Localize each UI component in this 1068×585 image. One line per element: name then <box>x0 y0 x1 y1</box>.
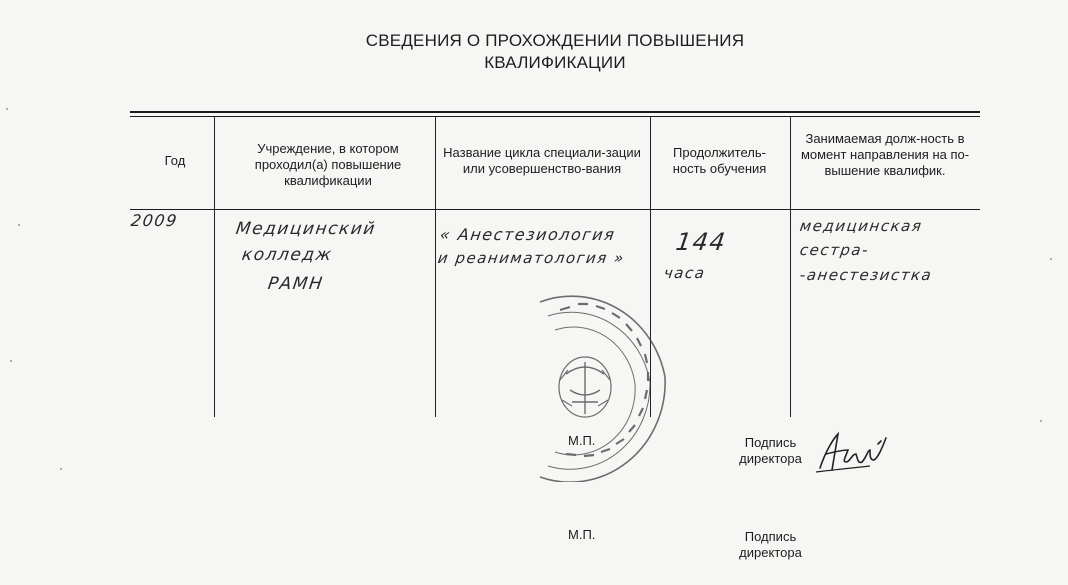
header-institution: Учреждение, в котором проходил(а) повышение квалификации <box>254 141 402 188</box>
header-duration: Продолжитель-ность обучения <box>672 145 767 176</box>
document-title <box>300 30 810 74</box>
header-bottom-rule <box>130 209 980 210</box>
entry-year: 2009 <box>129 211 180 230</box>
entry-position-line-1: медицинская <box>798 217 924 235</box>
scan-speck <box>60 468 62 470</box>
title-line-2: КВАЛИФИКАЦИИ <box>484 53 626 72</box>
scan-speck <box>18 224 20 226</box>
director-signature <box>812 420 892 480</box>
entry-institution-line-2: колледж <box>240 245 334 265</box>
title-line-1: СВЕДЕНИЯ О ПРОХОЖДЕНИИ ПОВЫШЕНИЯ <box>365 31 745 50</box>
header-course: Название цикла специали-зации или усовершенство-вания <box>443 145 641 176</box>
scan-speck <box>1050 258 1052 260</box>
table-top-rule <box>130 111 980 113</box>
stamp-label-2: М.П. <box>568 527 596 542</box>
signature-label-2: Подпись директора <box>739 529 802 560</box>
header-position: Занимаемая долж-ность в момент направления на по-вышение квалифик. <box>800 131 970 178</box>
entry-duration-value: 144 <box>674 228 729 256</box>
entry-position-line-3: -анестезистка <box>798 266 934 284</box>
entry-course-line-1: « Анестезиология <box>438 225 617 244</box>
scan-speck <box>6 108 8 110</box>
entry-institution-line-3: РАМН <box>266 274 325 294</box>
entry-position-line-2: сестра- <box>798 241 871 259</box>
signature-label: Подпись директора <box>739 435 802 466</box>
entry-course-line-2: и реаниматология » <box>436 249 627 267</box>
scan-speck <box>1040 420 1042 422</box>
header-year: Год <box>164 153 186 168</box>
column-divider <box>214 117 215 417</box>
column-divider <box>790 117 791 417</box>
entry-duration-unit: часа <box>662 264 707 282</box>
scan-speck <box>10 360 12 362</box>
table-top-rule-2 <box>130 116 980 117</box>
official-seal-stamp <box>500 282 675 482</box>
stamp-label: М.П. <box>568 433 596 448</box>
entry-institution-line-1: Медицинский <box>234 219 378 239</box>
